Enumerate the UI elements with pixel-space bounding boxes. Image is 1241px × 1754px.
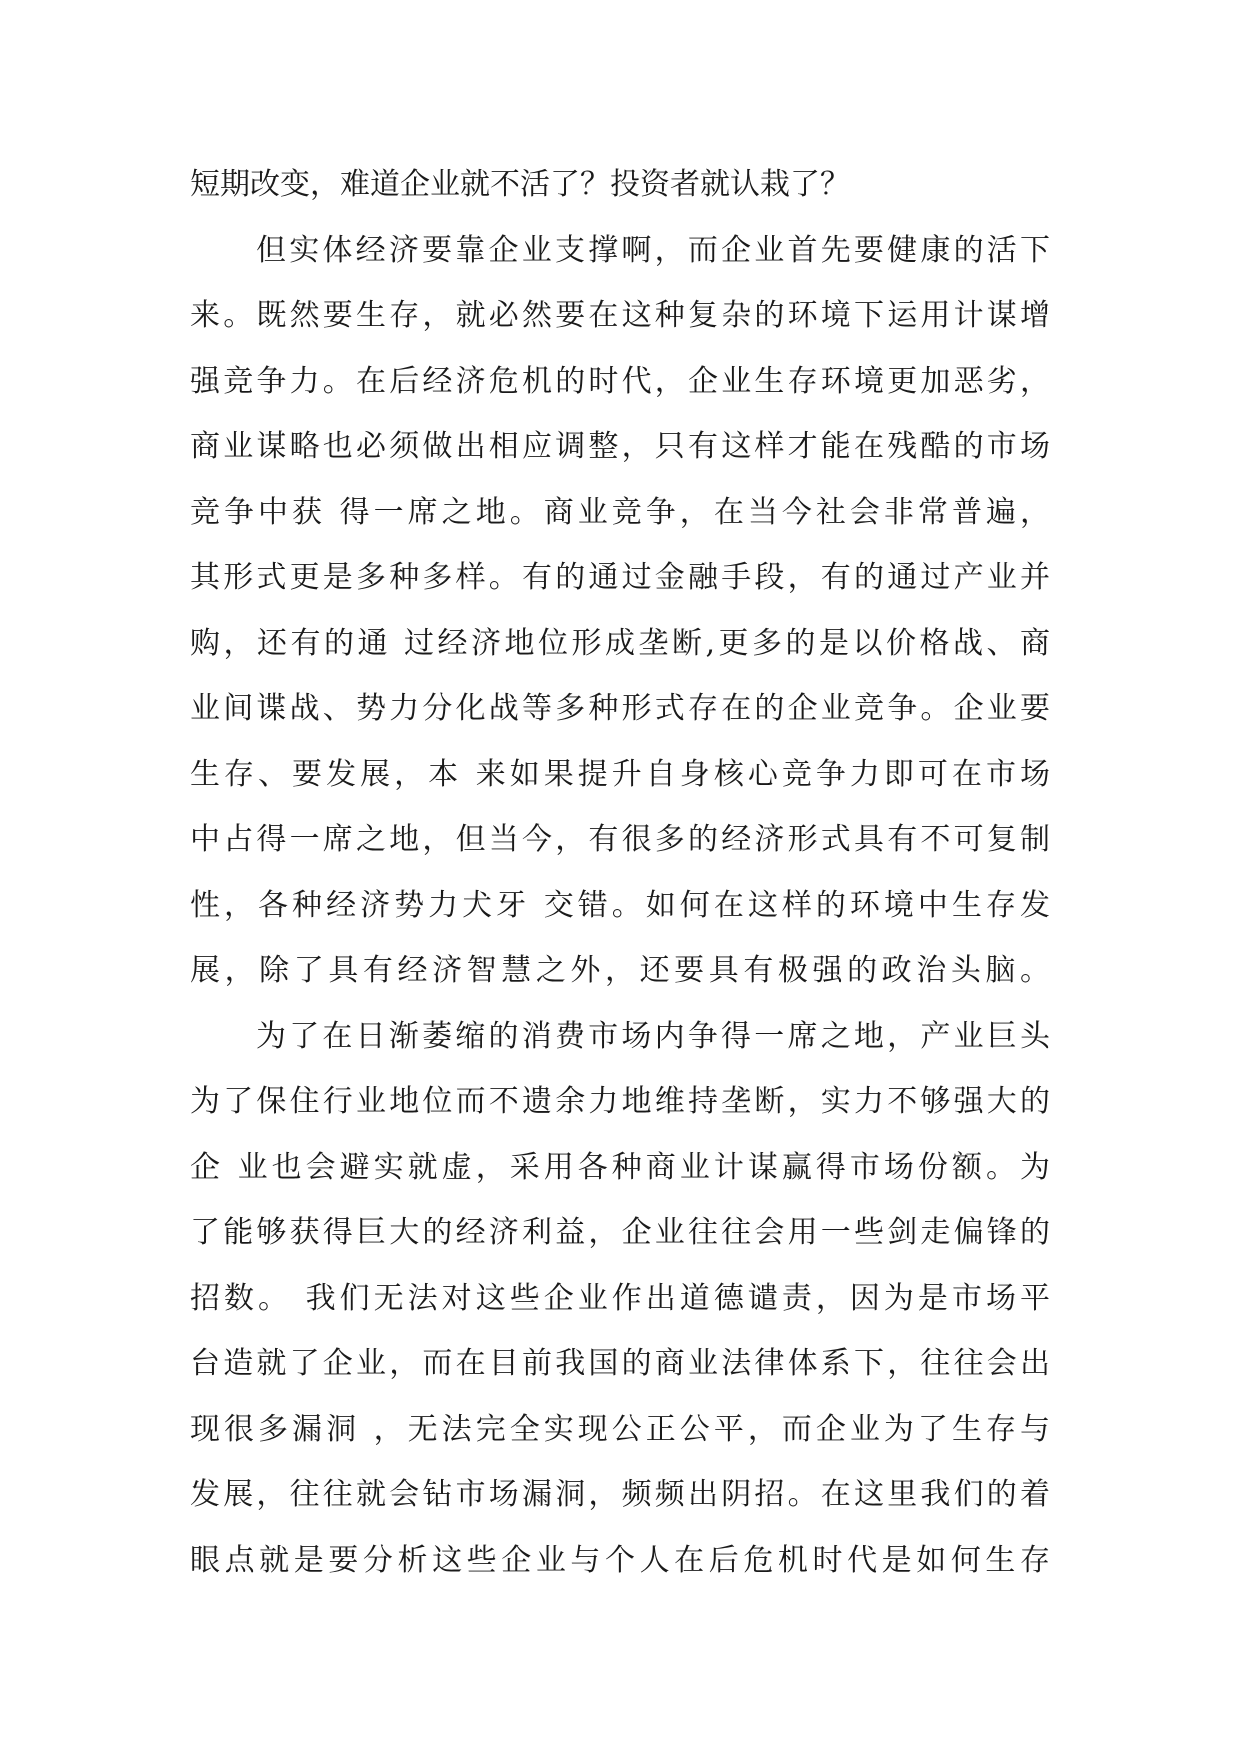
text-line: 为了在日渐萎缩的消费市场内争得一席之地，产业巨头 bbox=[256, 1018, 1050, 1054]
text-line: 招数。 我们无法对这些企业作出道德谴责，因为是市场平 bbox=[190, 1280, 1050, 1316]
text-line: 竞争中获 得一席之地。商业竞争，在当今社会非常普遍， bbox=[190, 494, 1050, 530]
text-line: 台造就了企业，而在目前我国的商业法律体系下，往往会出 bbox=[190, 1346, 1050, 1381]
text-line: 但实体经济要靠企业支撑啊，而企业首先要健康的活下 bbox=[256, 232, 1050, 268]
paragraph-3 bbox=[190, 1004, 1050, 1594]
text-line: 业间谍战、势力分化战等多种形式存在的企业竞争。企业要 bbox=[190, 691, 1050, 726]
text-line: 生存、要发展，本 来如果提升自身核心竞争力即可在市场 bbox=[190, 756, 1050, 792]
text-line: 现很多漏洞 ，无法完全实现公正公平，而企业为了生存与 bbox=[190, 1411, 1050, 1447]
paragraph-2 bbox=[190, 218, 1050, 1004]
text-line: 中占得一席之地，但当今，有很多的经济形式具有不可复制 bbox=[190, 822, 1050, 857]
body-text bbox=[190, 152, 1050, 1593]
paragraph-1 bbox=[190, 152, 1050, 218]
text-line: 发展，往往就会钻市场漏洞，频频出阴招。在这里我们的着 bbox=[190, 1477, 1050, 1512]
text-line: 了能够获得巨大的经济利益，企业往往会用一些剑走偏锋的 bbox=[190, 1215, 1050, 1250]
text-line: 其形式更是多种多样。有的通过金融手段，有的通过产业并 bbox=[190, 560, 1050, 595]
text-line: 短期改变，难道企业就不活了？投资者就认栽了？ bbox=[190, 167, 850, 202]
text-line: 展，除了具有经济智慧之外，还要具有极强的政治头脑。 bbox=[190, 953, 1050, 988]
text-line: 眼点就是要分析这些企业与个人在后危机时代是如何生存 bbox=[190, 1542, 1050, 1578]
text-line: 为了保住行业地位而不遗余力地维持垄断，实力不够强大的 bbox=[190, 1084, 1050, 1119]
text-line: 企 业也会避实就虚，采用各种商业计谋赢得市场份额。为 bbox=[190, 1149, 1050, 1185]
text-line: 性，各种经济势力犬牙 交错。如何在这样的环境中生存发 bbox=[190, 887, 1050, 923]
text-line: 来。既然要生存，就必然要在这种复杂的环境下运用计谋增 bbox=[190, 298, 1050, 333]
text-line: 商业谋略也必须做出相应调整，只有这样才能在残酷的市场 bbox=[190, 429, 1050, 464]
text-line: 强竞争力。在后经济危机的时代，企业生存环境更加恶劣， bbox=[190, 363, 1050, 399]
text-line: 购，还有的通 过经济地位形成垄断,更多的是以价格战、商 bbox=[190, 625, 1050, 661]
